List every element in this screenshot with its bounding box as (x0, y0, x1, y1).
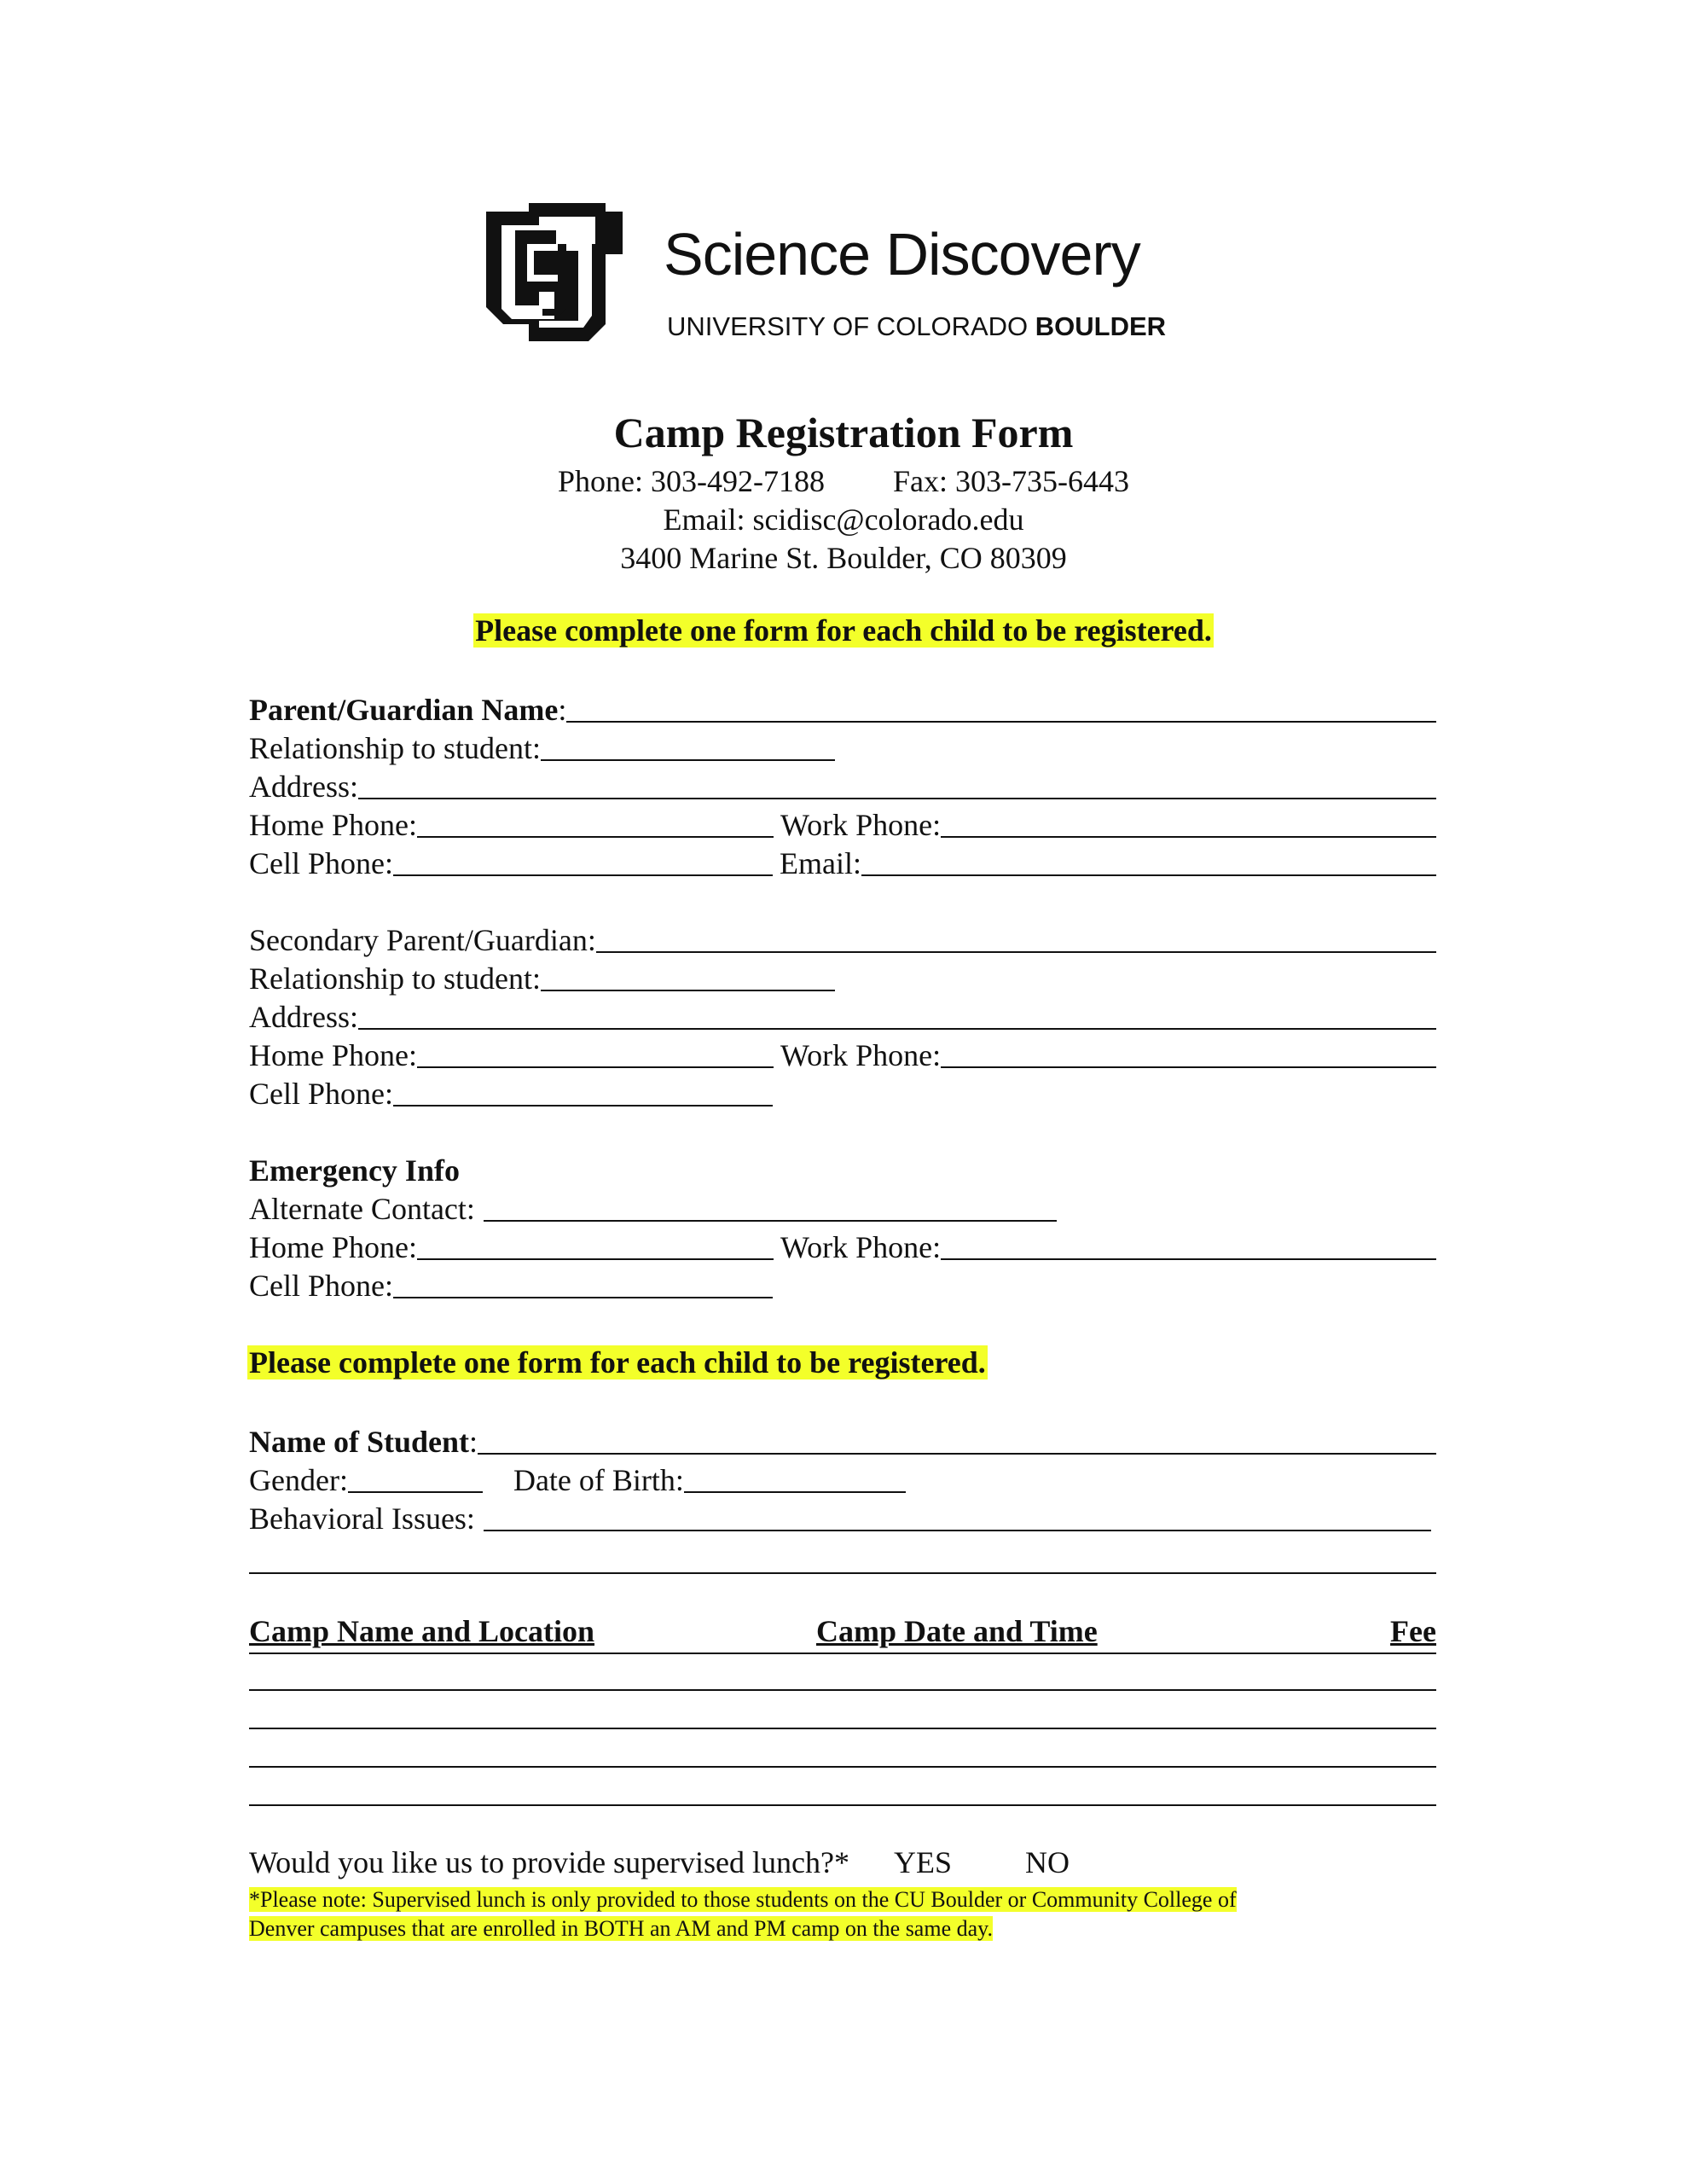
student-behavioral-field-2[interactable] (249, 1572, 1436, 1574)
emergency-cell-row: Cell Phone: (249, 1265, 1436, 1304)
camp-table-header (249, 1615, 1436, 1654)
lunch-note-line-1: *Please note: Supervised lunch is only provided to those students on the CU Boulder or Community College of (249, 1887, 1237, 1912)
student-behavioral-field[interactable] (484, 1499, 1431, 1531)
parent-home-phone-field[interactable] (417, 805, 774, 838)
parent-phone-row: Home Phone: Work Phone: (249, 804, 1436, 843)
parent-cell-email-row: Cell Phone: Email: (249, 843, 1436, 881)
phone-text: Phone: 303-492-7188 (558, 464, 825, 498)
parent-cell-phone-field[interactable] (393, 844, 773, 876)
notice-banner-2: Please complete one form for each child to be registered. (249, 1345, 986, 1380)
emergency-alternate-field[interactable] (484, 1189, 1057, 1222)
student-gender-field[interactable] (348, 1461, 483, 1493)
brand-name: Science Discovery (664, 221, 1140, 288)
secondary-relationship-row: Relationship to student: (249, 958, 1436, 996)
emergency-cell-phone-field[interactable] (393, 1266, 773, 1298)
contact-phone-fax (0, 463, 1687, 499)
cu-logo (478, 196, 1211, 350)
lunch-note-line-2: Denver campuses that are enrolled in BOTH an AM and PM camp on the same day. (249, 1916, 993, 1941)
col-camp-date: Camp Date and Time (816, 1614, 1098, 1648)
student-name-row: Name of Student: (249, 1421, 1436, 1460)
secondary-name-field[interactable] (596, 921, 1436, 953)
secondary-cell-row: Cell Phone: (249, 1073, 1436, 1112)
student-name-field[interactable] (478, 1422, 1436, 1455)
parent-name-field[interactable] (566, 690, 1436, 723)
notice-banner: Please complete one form for each child to be registered. (475, 613, 1212, 648)
secondary-home-phone-field[interactable] (417, 1036, 774, 1068)
parent-work-phone-field[interactable] (941, 805, 1436, 838)
emergency-alternate-row: Alternate Contact: (249, 1188, 1436, 1227)
cu-monogram-icon (478, 196, 631, 348)
emergency-work-phone-field[interactable] (941, 1228, 1436, 1260)
student-gender-dob-row: Gender: Date of Birth: (249, 1460, 1436, 1498)
secondary-address-row: Address: (249, 996, 1436, 1035)
col-fee: Fee (1390, 1614, 1436, 1648)
parent-address-field[interactable] (358, 767, 1436, 799)
lunch-no-option[interactable]: NO (1025, 1845, 1070, 1879)
address-text: 3400 Marine St. Boulder, CO 80309 (620, 541, 1067, 575)
camp-row-1[interactable] (249, 1689, 1436, 1691)
fax-text: Fax: 303-735-6443 (893, 464, 1129, 498)
emergency-home-phone-field[interactable] (417, 1228, 774, 1260)
col-camp-name: Camp Name and Location (249, 1614, 595, 1648)
secondary-name-row: Secondary Parent/Guardian: (249, 920, 1436, 958)
secondary-relationship-field[interactable] (541, 959, 835, 991)
parent-address-row: Address: (249, 766, 1436, 804)
secondary-work-phone-field[interactable] (941, 1036, 1436, 1068)
secondary-address-field[interactable] (358, 997, 1436, 1030)
parent-relationship-row: Relationship to student: (249, 728, 1436, 766)
lunch-yes-option[interactable]: YES (894, 1845, 953, 1879)
email-text: Email: scidisc@colorado.edu (663, 502, 1024, 537)
camp-row-4[interactable] (249, 1804, 1436, 1806)
parent-name-row: Parent/Guardian Name: (249, 689, 1436, 728)
parent-email-field[interactable] (861, 844, 1436, 876)
camp-row-2[interactable] (249, 1728, 1436, 1729)
parent-relationship-field[interactable] (541, 729, 835, 761)
brand-subtitle: UNIVERSITY OF COLORADO BOULDER (667, 311, 1167, 341)
emergency-phone-row: Home Phone: Work Phone: (249, 1227, 1436, 1265)
secondary-phone-row: Home Phone: Work Phone: (249, 1035, 1436, 1073)
camp-row-3[interactable] (249, 1766, 1436, 1768)
lunch-question: Would you like us to provide supervised lunch?* (249, 1845, 849, 1879)
lunch-question-row (249, 1844, 1070, 1880)
student-behavioral-row: Behavioral Issues: (249, 1498, 1436, 1536)
student-dob-field[interactable] (684, 1461, 906, 1493)
secondary-cell-phone-field[interactable] (393, 1074, 773, 1107)
form-title: Camp Registration Form (613, 409, 1074, 456)
emergency-heading: Emergency Info (249, 1153, 460, 1188)
